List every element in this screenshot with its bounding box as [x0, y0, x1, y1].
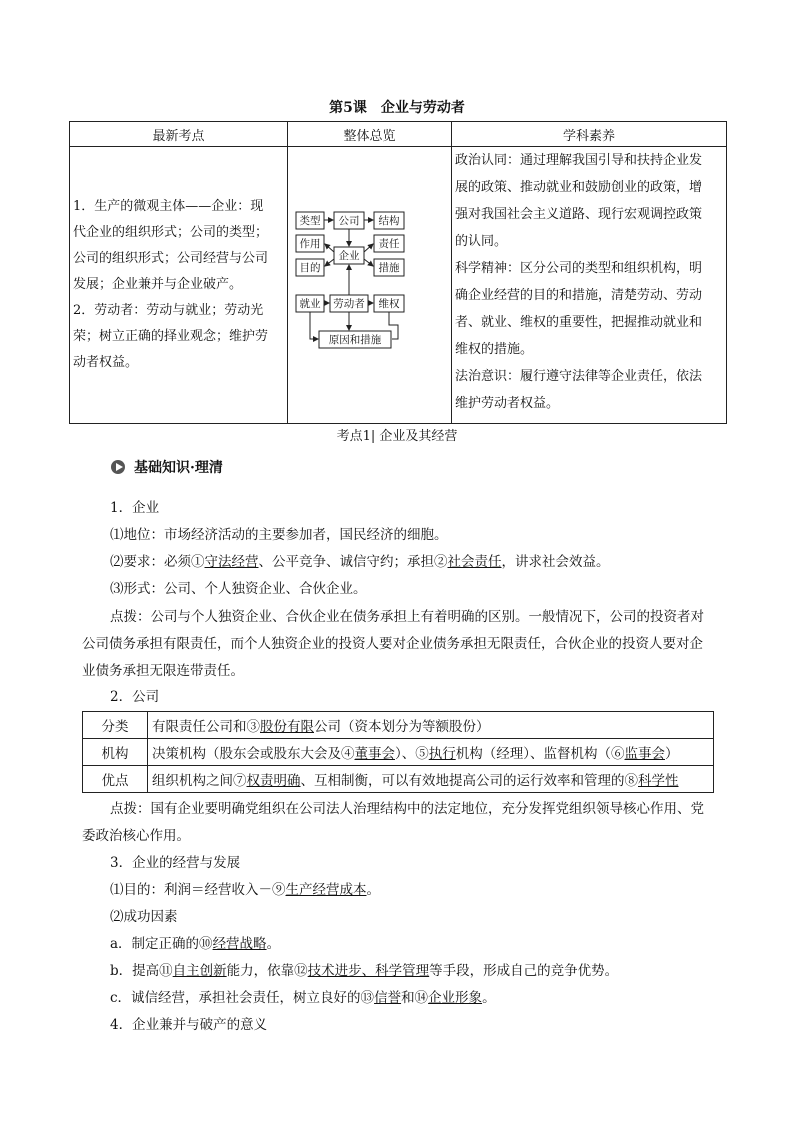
- diagram-company: 公司: [338, 215, 360, 227]
- overview-diagram-cell: [288, 147, 452, 424]
- literacy-line: 政治认同：通过理解我国引导和扶持企业发: [455, 153, 703, 168]
- point-line: 代企业的组织形式；公司的类型；: [73, 225, 269, 240]
- s1-tip-1: 点拨：公司与个人独资企业、合伙企业在债务承担上有着明确的区别。一般情况下，公司的投资者对: [110, 609, 704, 625]
- point-line: 发展；企业兼并与企业破产。: [73, 277, 243, 292]
- literacy-line: 法治意识：履行遵守法律等企业责任，依法: [455, 369, 703, 384]
- s1-line-2: ⑵要求：必须①守法经营、公平竞争、诚信守约；承担②社会责任，讲求社会效益。: [110, 554, 610, 570]
- literacy-line: 展的政策、推动就业和鼓励创业的政策，增: [455, 180, 703, 195]
- company-table: [82, 711, 714, 793]
- s2-tip-2: 委政治核心作用。: [82, 828, 190, 844]
- literacy-line: 者、就业、维权的重要性，把握推动就业和: [455, 315, 703, 330]
- diagram-purpose: 目的: [299, 262, 321, 274]
- point-line: 荣；树立正确的择业观念；维护劳: [73, 329, 269, 344]
- literacy-line: 维护劳动者权益。: [455, 396, 560, 411]
- literacy-line: 科学精神：区分公司的类型和组织机构，明: [455, 261, 703, 276]
- diagram-enterprise: 企业: [338, 250, 360, 262]
- diagram-role: 作用: [299, 238, 321, 250]
- point-line: 公司的组织形式；公司经营与公司: [73, 251, 269, 266]
- company-row-organs: 机构 决策机构（股东会或股东大会及④董事会）、⑤执行机构（经理）、监督机构（⑥监事会）: [83, 739, 714, 766]
- diagram-employment: 就业: [299, 298, 321, 310]
- header-literacy: 学科素养: [452, 122, 727, 147]
- point-line: 1．生产的微观主体——企业：现: [73, 199, 264, 214]
- s1-line-1: ⑴地位：市场经济活动的主要参加者，国民经济的细胞。: [110, 527, 448, 543]
- s3-line-1: ⑴目的：利润＝经营收入－⑨生产经营成本。: [110, 882, 380, 898]
- s1-heading: 1．企业: [110, 500, 160, 516]
- lesson-title: 第5课 企业与劳动者: [329, 100, 465, 116]
- company-row-advantages: 优点 组织机构之间⑦权责明确、互相制衡，可以有效地提高公司的运行效率和管理的⑧科学性: [83, 766, 714, 793]
- diagram-measures: 措施: [378, 262, 400, 274]
- section-title: 基础知识·理清: [134, 460, 223, 476]
- diagram-responsibility: 责任: [378, 238, 400, 250]
- s2-heading: 2．公司: [110, 689, 160, 705]
- latest-points-cell: [70, 147, 288, 424]
- s3-heading: 3．企业的经营与发展: [110, 855, 241, 871]
- point-line: 动者权益。: [73, 355, 139, 370]
- s3-line-a: a．制定正确的⑩经营战略。: [110, 936, 281, 952]
- section-heading: [110, 457, 223, 477]
- s3-line-2: ⑵成功因素: [110, 909, 178, 925]
- diagram-structure: 结构: [378, 215, 400, 227]
- point-line: 2．劳动者：劳动与就业；劳动光: [73, 303, 264, 318]
- diagram-worker: 劳动者: [333, 298, 365, 310]
- diagram-type: 类型: [299, 215, 321, 227]
- topic-caption: 考点1| 企业及其经营: [336, 429, 458, 444]
- literacy-line: 强对我国社会主义道路、现行宏观调控政策: [455, 207, 703, 222]
- play-icon: [110, 459, 128, 475]
- overview-header-row: [70, 122, 727, 147]
- overview-table: [69, 121, 727, 424]
- header-overview: 整体总览: [288, 122, 452, 147]
- diagram-rights: 维权: [378, 298, 400, 310]
- header-latest-points: 最新考点: [70, 122, 288, 147]
- s1-tip-3: 业债务承担无限连带责任。: [82, 663, 244, 679]
- literacy-line: 确企业经营的目的和措施，清楚劳动、劳动: [455, 288, 703, 303]
- s2-tip-1: 点拨：国有企业要明确党组织在公司法人治理结构中的法定地位，充分发挥党组织领导核心作用、党: [110, 801, 704, 817]
- s1-line-3: ⑶形式：公司、个人独资企业、合伙企业。: [110, 581, 367, 597]
- s4-heading: 4．企业兼并与破产的意义: [110, 1017, 268, 1033]
- concept-diagram: [288, 147, 452, 419]
- company-row-type: 分类 有限责任公司和③股份有限公司（资本划分为等额股份）: [83, 712, 714, 739]
- s3-line-c: c．诚信经营，承担社会责任，树立良好的⑬信誉和⑭企业形象。: [110, 990, 496, 1006]
- literacy-line: 的认同。: [455, 234, 508, 249]
- diagram-reasons: 原因和措施: [328, 334, 382, 346]
- s1-tip-2: 公司债务承担有限责任，而个人独资企业的投资人要对企业债务承担无限责任，合伙企业的投资人要对企: [82, 636, 703, 652]
- s3-line-b: b．提高⑪自主创新能力，依靠⑫技术进步、科学管理等手段，形成自己的竞争优势。: [110, 963, 619, 979]
- literacy-cell: [452, 147, 727, 424]
- literacy-line: 维权的措施。: [455, 342, 534, 357]
